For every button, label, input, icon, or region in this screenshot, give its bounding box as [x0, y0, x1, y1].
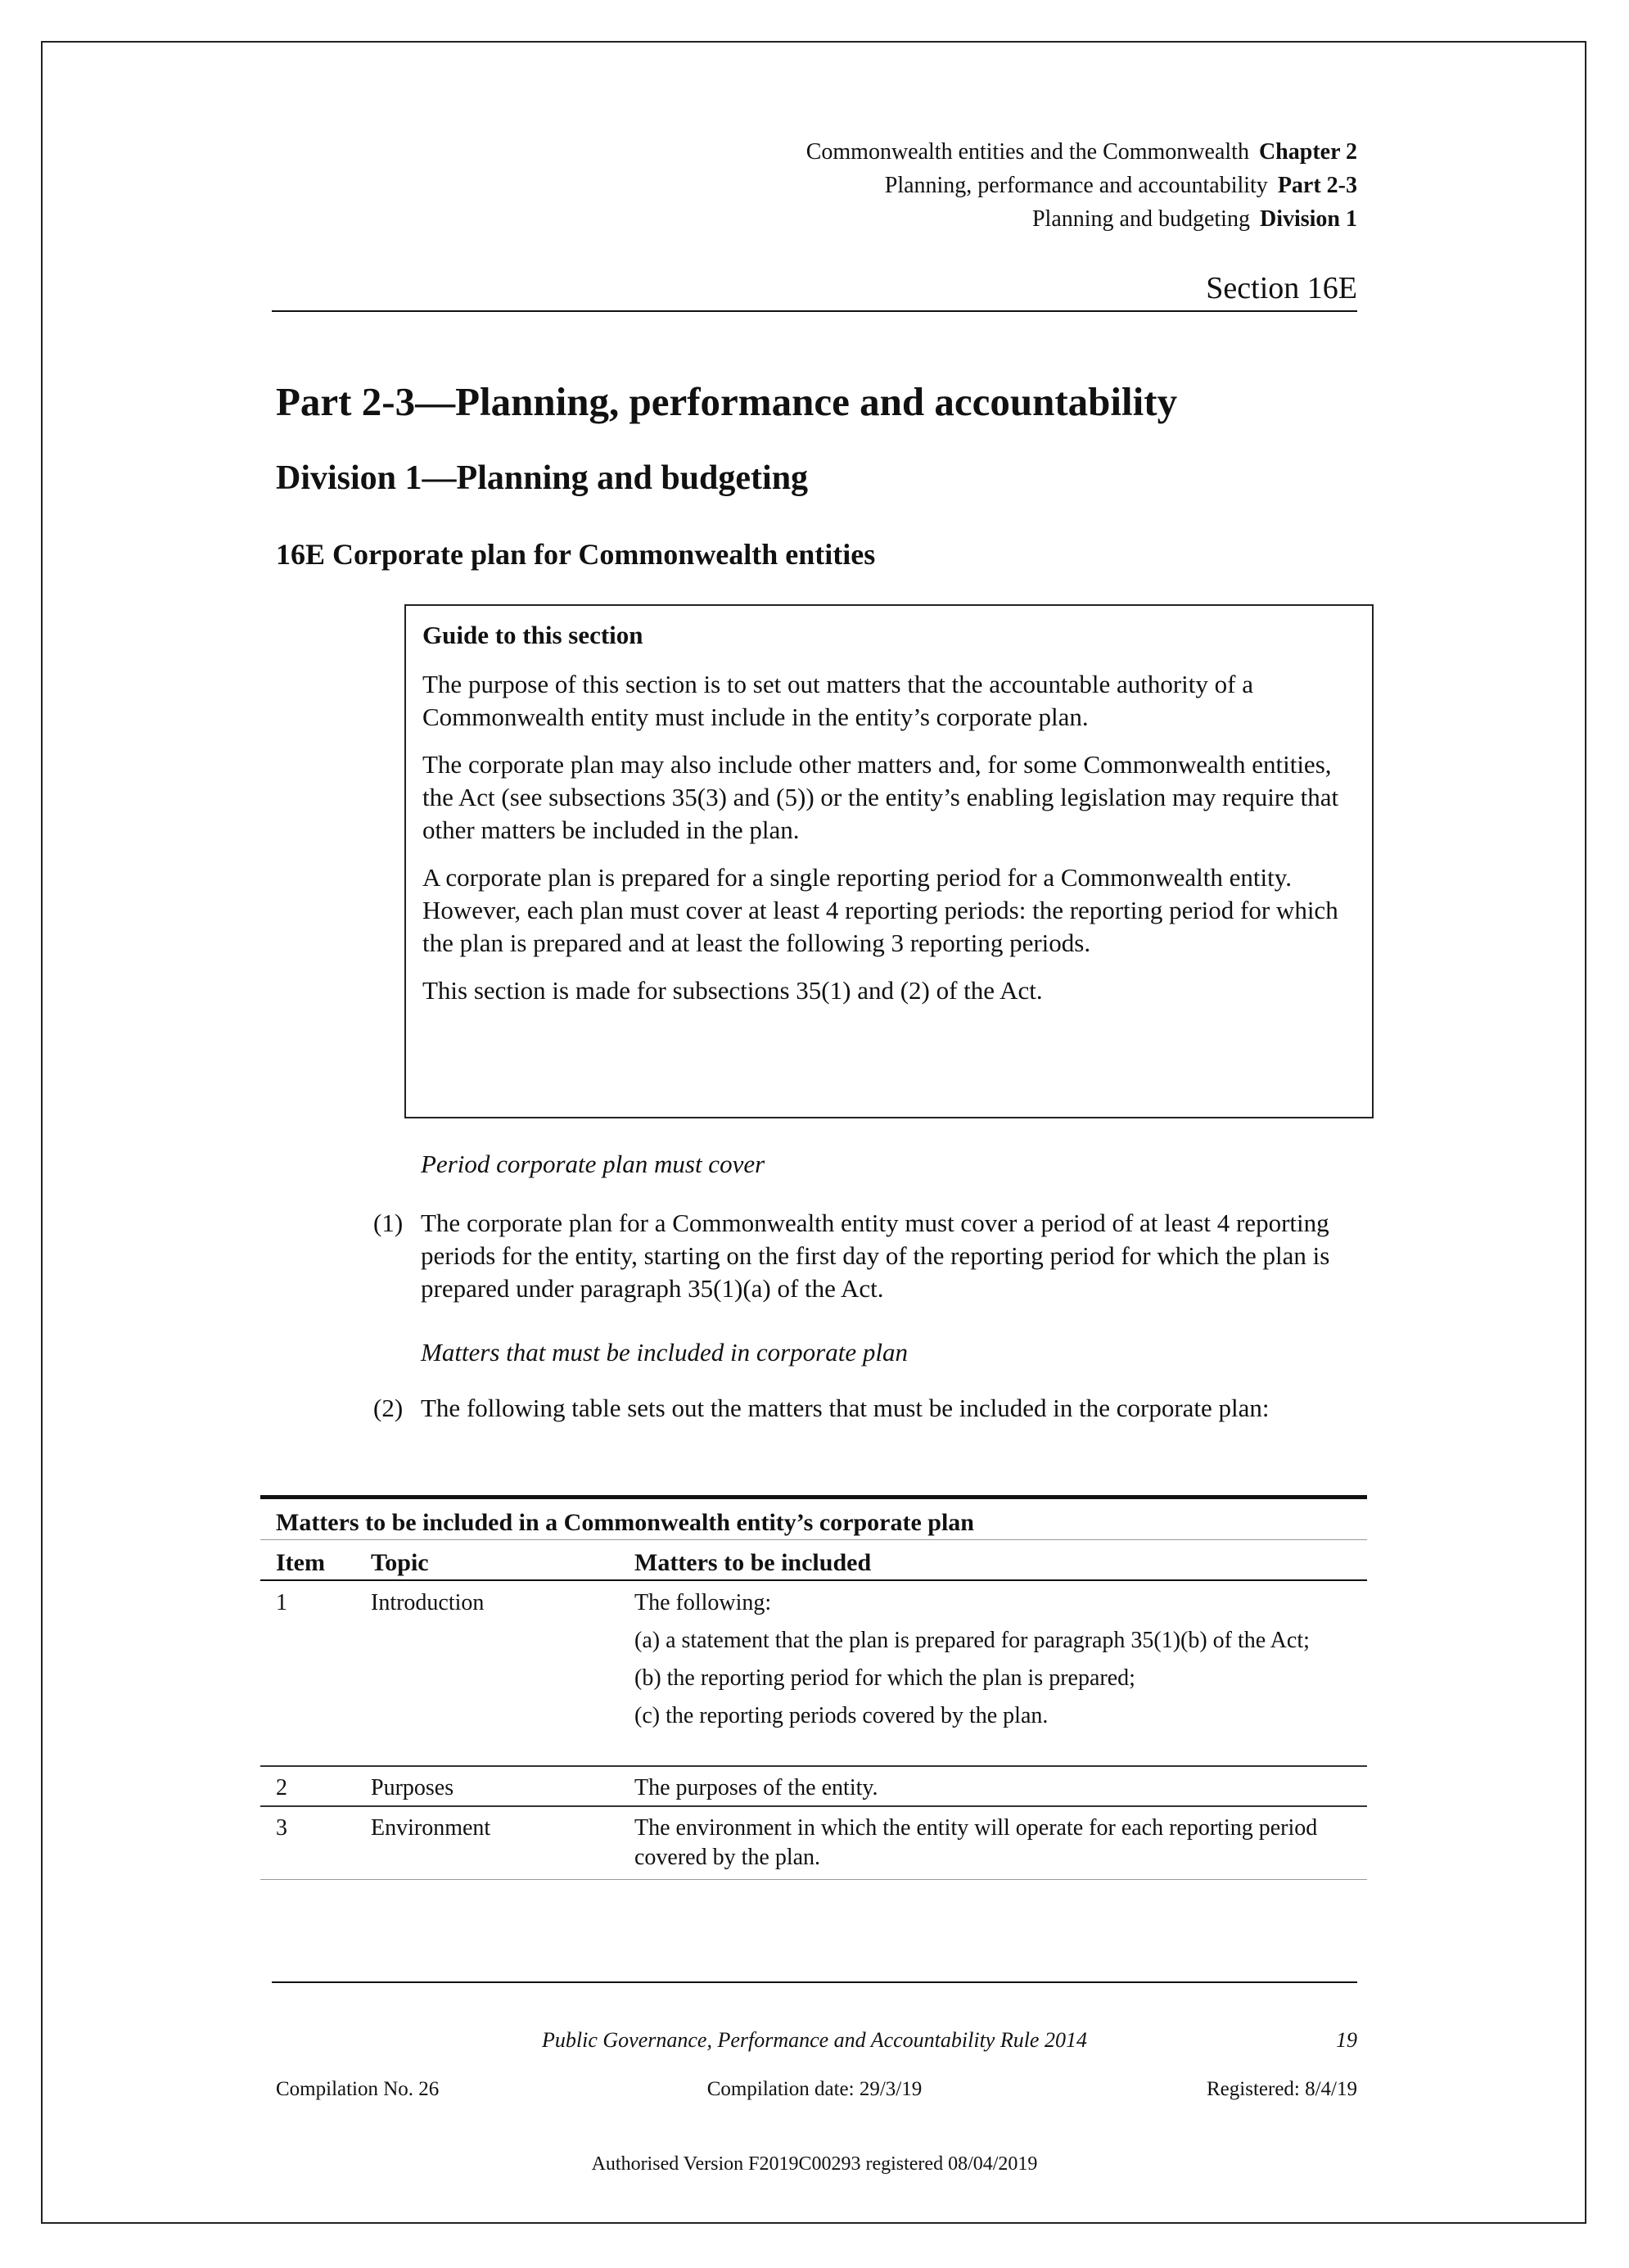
table-bottom-rule [260, 1879, 1367, 1880]
running-header-division [1032, 206, 1357, 233]
running-header-division-text: Planning and budgeting [1031, 206, 1250, 232]
subsection-text: The following table sets out the matters that must be included in the corporate plan: [421, 1394, 1270, 1422]
guide-paragraph: This section is made for subsections 35(1) and (2) of the Act. [422, 976, 1043, 1005]
table-cell-topic: Purposes [371, 1775, 454, 1800]
authorised-version: Authorised Version F2019C00293 registered 08/04/2019 [591, 2153, 1038, 2175]
table-top-rule [260, 1495, 1367, 1499]
footer-rule [272, 1981, 1357, 1983]
page-number: 19 [1336, 2028, 1357, 2052]
subsection-1 [373, 1207, 1356, 1305]
subheading-period: Period corporate plan must cover [421, 1150, 765, 1178]
matters-subitem: (a) a statement that the plan is prepared for paragraph 35(1)(b) of the Act; [634, 1628, 1310, 1653]
matters-subitem: (b) the reporting period for which the plan is prepared; [634, 1665, 1135, 1691]
subsection-number: (1) [373, 1209, 404, 1237]
guide-paragraph: The corporate plan may also include other matters and, for some Commonwealth entities, the Act (see subsections 35(3) and (5)) or the entity’s enabling legislation may require that other matters be included in the plan. [422, 750, 1339, 844]
table-row-rule [260, 1805, 1367, 1807]
table-cell-item: 2 [276, 1775, 287, 1800]
subsection-text: The corporate plan for a Commonwealth entity must cover a period of at least 4 reporting periods for the entity, starting on the first day of the reporting period for which the plan is prepared under paragraph 35(1)(a) of the Act. [421, 1209, 1330, 1303]
division-heading: Division 1—Planning and budgeting [276, 459, 809, 497]
table-cell-item: 3 [276, 1815, 287, 1841]
running-header-part [885, 173, 1357, 199]
matters-subitem: (c) the reporting periods covered by the plan. [634, 1703, 1049, 1728]
subsection-number: (2) [373, 1394, 404, 1422]
running-header-part-label: Part 2-3 [1277, 173, 1357, 198]
table-row-rule [260, 1765, 1367, 1767]
table-header-topic: Topic [371, 1549, 429, 1576]
table-caption-rule [260, 1539, 1367, 1540]
registered-date: Registered: 8/4/19 [1207, 2078, 1357, 2100]
matters-lead: The following: [634, 1590, 772, 1615]
subsection-2 [373, 1392, 1356, 1425]
guide-paragraph: A corporate plan is prepared for a single reporting period for a Commonwealth entity. However, each plan must cover at least 4 reporting periods: the reporting period for which the plan is prepared and at least the following 3 reporting periods. [422, 863, 1338, 957]
running-header-part-text: Planning, performance and accountability [884, 173, 1268, 198]
table-cell-matters: The purposes of the entity. [634, 1775, 878, 1800]
subheading-matters: Matters that must be included in corporate plan [421, 1338, 908, 1367]
compilation-date: Compilation date: 29/3/19 [706, 2078, 923, 2100]
table-cell-matters [634, 1588, 1355, 1731]
guide-title: Guide to this section [422, 621, 643, 649]
running-header-section: Section 16E [1206, 271, 1357, 305]
guide-paragraph: The purpose of this section is to set out matters that the accountable authority of a Commonwealth entity must include in the entity’s corporate plan. [422, 670, 1253, 731]
header-rule [272, 310, 1357, 312]
table-header-rule [260, 1579, 1367, 1581]
table-cell-matters: The environment in which the entity will operate for each reporting period covered by the plan. [634, 1815, 1318, 1870]
table-header-matters: Matters to be included [634, 1549, 872, 1576]
table-cell-item: 1 [276, 1590, 287, 1615]
page-frame [41, 41, 1586, 2224]
running-header-division-label: Division 1 [1259, 206, 1357, 232]
running-header-chapter-label: Chapter 2 [1258, 139, 1357, 165]
running-header-chapter-text: Commonwealth entities and the Commonwealth [805, 139, 1249, 165]
compilation-number: Compilation No. 26 [276, 2078, 440, 2100]
part-heading: Part 2-3—Planning, performance and accountability [276, 379, 1178, 424]
guide-box [404, 604, 1374, 1118]
table-header-item: Item [276, 1549, 325, 1576]
table-cell-topic: Introduction [371, 1590, 485, 1615]
running-header-chapter [806, 139, 1357, 165]
table-caption: Matters to be included in a Commonwealth entity’s corporate plan [276, 1509, 974, 1536]
section-heading: 16E Corporate plan for Commonwealth entities [276, 538, 876, 571]
table-cell-topic: Environment [371, 1815, 491, 1841]
footer-title: Public Governance, Performance and Accountability Rule 2014 [542, 2028, 1087, 2052]
